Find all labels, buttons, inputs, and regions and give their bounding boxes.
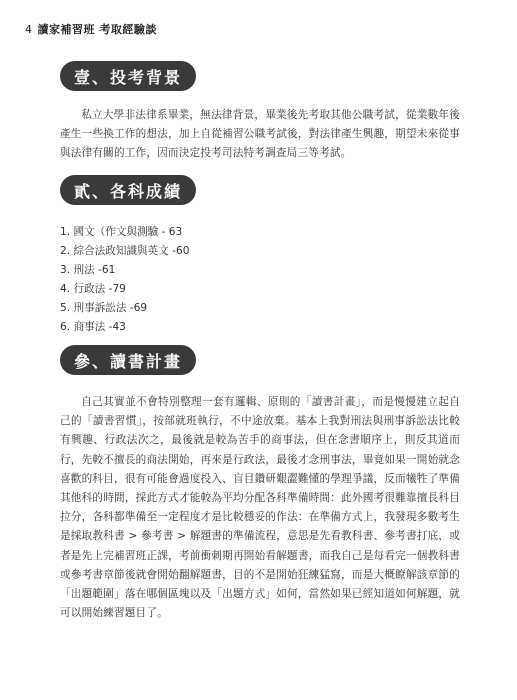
section-paragraph-study-plan: 自己其實並不會特別整理一套有邏輯、原則的「讀書計畫」，而是慢慢建立起自己的「讀書習慣」，按部就班執行，不中途放棄。基本上我對刑法與刑事訴訟法比較有興趣、行政法次之，最後就是較為苦手的商事法，但在念書順序上，則反其道而行，先較不擅長的商法開始，再來是行政法，最後才念刑事法，畢竟如果一開始就念喜歡的科目，很有可能會過度投入、盲目鑽研艱澀難懂的學理爭議，反而犧牲了準備其他科的時間，採此方式才能較為平均分配各科準備時間：此外國考很難靠擅長科目拉分，各科都準備至一定程度才是比較穩妥的作法：在準備方式上，我發現多數考生是採取教科書 > 參考書 > 解題書的準備流程，意思是先看教科書、參考書打底，或者是先上完補習班正課，考前衝刺期再開始看解題書，而我自己是每看完一個教科書或參考書章節後就會開始翻解題書，目的不是開始狂練猛寫，而是大概瞭解該章節的「出題範圍」落在哪個區塊以及「出題方式」如何，當然如果已經知道如何解題，就可以開始練習題目了。 — [60, 396, 460, 620]
list-item: 4. 行政法 -79 — [60, 283, 126, 295]
section-title-background: 壹、投考背景 — [60, 61, 196, 91]
page-number: 4 — [25, 23, 33, 36]
list-item: 1. 國文（作文與測驗 - 63 — [60, 226, 183, 238]
list-item: 6. 商事法 -43 — [60, 321, 126, 333]
list-item: 5. 刑事訴訟法 -69 — [60, 302, 148, 314]
running-header — [25, 21, 157, 37]
list-item: 2. 綜合法政知識與英文 -60 — [60, 245, 190, 257]
section-title-study-plan: 參、讀書計畫 — [60, 345, 196, 375]
book-title: 讀家補習班 考取經驗談 — [37, 23, 157, 36]
list-item: 3. 刑法 -61 — [60, 264, 116, 276]
score-list — [60, 223, 190, 337]
section-paragraph-background: 私立大學非法律系畢業，無法律背景，畢業後先考取其他公職考試，從業數年後產生一些換工作的想法，加上自從補習公職考試後，對法律產生興趣，期望未來從事與法律有關的工作，因而決定投考司法特考調查局三等考試。 — [60, 109, 460, 160]
section-title-scores: 貳、各科成績 — [60, 175, 196, 205]
